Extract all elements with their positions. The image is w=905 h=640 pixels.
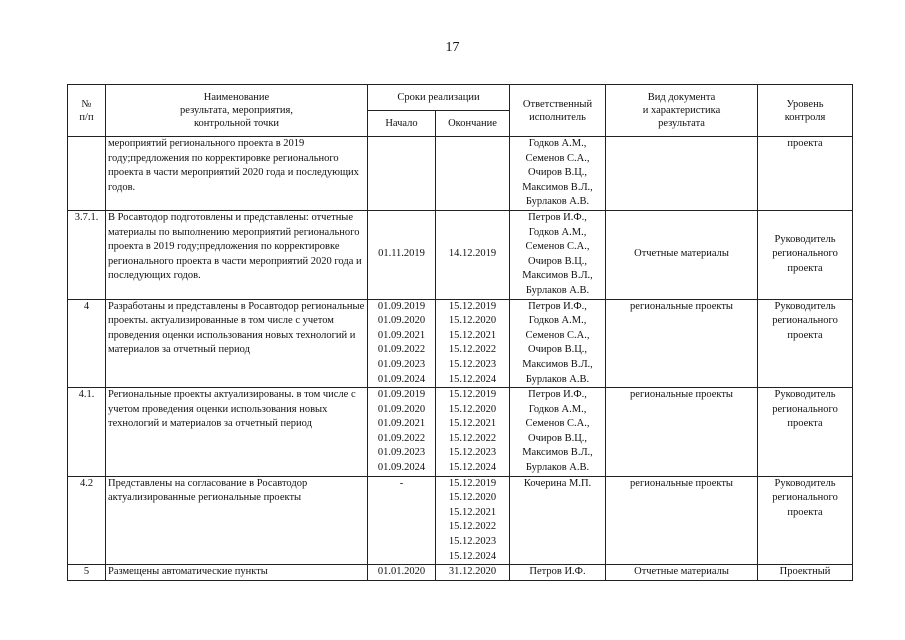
row-end: 31.12.2020: [436, 565, 510, 581]
row-responsible: Кочерина М.П.: [510, 476, 606, 565]
row-responsible: Петров И.Ф., Годков А.М., Семенов С.А., Очиров В.Ц., Максимов В.Л., Бурлаков А.В.: [510, 210, 606, 299]
table-row: [68, 388, 853, 477]
header-control: Уровень контроля: [758, 85, 853, 137]
row-doc-type: региональные проекты: [606, 299, 758, 388]
row-start: [368, 137, 436, 211]
row-end: 15.12.2019 15.12.2020 15.12.2021 15.12.2022 15.12.2023 15.12.2024: [436, 476, 510, 565]
row-num: [68, 137, 106, 211]
table-row: [68, 299, 853, 388]
row-control: Руководитель регионального проекта: [758, 299, 853, 388]
row-control: Руководитель регионального проекта: [758, 210, 853, 299]
row-control: Руководитель регионального проекта: [758, 476, 853, 565]
row-control: Проектный: [758, 565, 853, 581]
header-doc-type: Вид документа и характеристика результата: [606, 85, 758, 137]
table-row: [68, 476, 853, 565]
row-end: 14.12.2019: [436, 210, 510, 299]
header-num: № п/п: [68, 85, 106, 137]
row-num: 4: [68, 299, 106, 388]
row-end: [436, 137, 510, 211]
row-name: Размещены автоматические пункты: [106, 565, 368, 581]
row-control: проекта: [758, 137, 853, 211]
table-row: [68, 137, 853, 211]
row-doc-type: Отчетные материалы: [606, 565, 758, 581]
header-start: Начало: [368, 111, 436, 137]
header-row: [68, 85, 853, 111]
row-start: 01.01.2020: [368, 565, 436, 581]
header-responsible: Ответственный исполнитель: [510, 85, 606, 137]
row-responsible: Петров И.Ф., Годков А.М., Семенов С.А., Очиров В.Ц., Максимов В.Л., Бурлаков А.В.: [510, 388, 606, 477]
header-name: Наименование результата, мероприятия, контрольной точки: [106, 85, 368, 137]
header-terms: Сроки реализации: [368, 85, 510, 111]
row-num: 5: [68, 565, 106, 581]
row-start: 01.11.2019: [368, 210, 436, 299]
row-responsible: Петров И.Ф., Годков А.М., Семенов С.А., Очиров В.Ц., Максимов В.Л., Бурлаков А.В.: [510, 299, 606, 388]
row-doc-type: [606, 137, 758, 211]
row-end: 15.12.2019 15.12.2020 15.12.2021 15.12.2022 15.12.2023 15.12.2024: [436, 299, 510, 388]
header-end: Окончание: [436, 111, 510, 137]
row-start: -: [368, 476, 436, 565]
plan-table: [67, 84, 853, 581]
row-name: В Росавтодор подготовлены и представлены: отчетные материалы по выполнению мероприятий регионального проекта в 2019 году;предложения по корректировке регионального проекта в части мероприятий 2020 года и последующих годов.: [106, 210, 368, 299]
row-name: Представлены на согласование в Росавтодор актуализированные региональные проекты: [106, 476, 368, 565]
row-name: Региональные проекты актуализированы. в том числе с учетом проведения оценки использования новых технологий и материалов за отчетный период: [106, 388, 368, 477]
row-num: 3.7.1.: [68, 210, 106, 299]
row-control: Руководитель регионального проекта: [758, 388, 853, 477]
table-row: [68, 565, 853, 581]
table-row: [68, 210, 853, 299]
row-doc-type: региональные проекты: [606, 388, 758, 477]
row-responsible: Петров И.Ф.: [510, 565, 606, 581]
row-name: мероприятий регионального проекта в 2019 году;предложения по корректировке регионального проекта в части мероприятий 2020 года и последующих годов.: [106, 137, 368, 211]
row-start: 01.09.2019 01.09.2020 01.09.2021 01.09.2022 01.09.2023 01.09.2024: [368, 388, 436, 477]
row-responsible: Годков А.М., Семенов С.А., Очиров В.Ц., Максимов В.Л., Бурлаков А.В.: [510, 137, 606, 211]
page-number: 17: [445, 40, 460, 55]
row-num: 4.1.: [68, 388, 106, 477]
row-num: 4.2: [68, 476, 106, 565]
row-end: 15.12.2019 15.12.2020 15.12.2021 15.12.2022 15.12.2023 15.12.2024: [436, 388, 510, 477]
row-name: Разработаны и представлены в Росавтодор региональные проекты. актуализированные в том числе с учетом проведения оценки использования новых технологий и материалов за отчетный период: [106, 299, 368, 388]
row-doc-type: региональные проекты: [606, 476, 758, 565]
row-doc-type: Отчетные материалы: [606, 210, 758, 299]
row-start: 01.09.2019 01.09.2020 01.09.2021 01.09.2022 01.09.2023 01.09.2024: [368, 299, 436, 388]
